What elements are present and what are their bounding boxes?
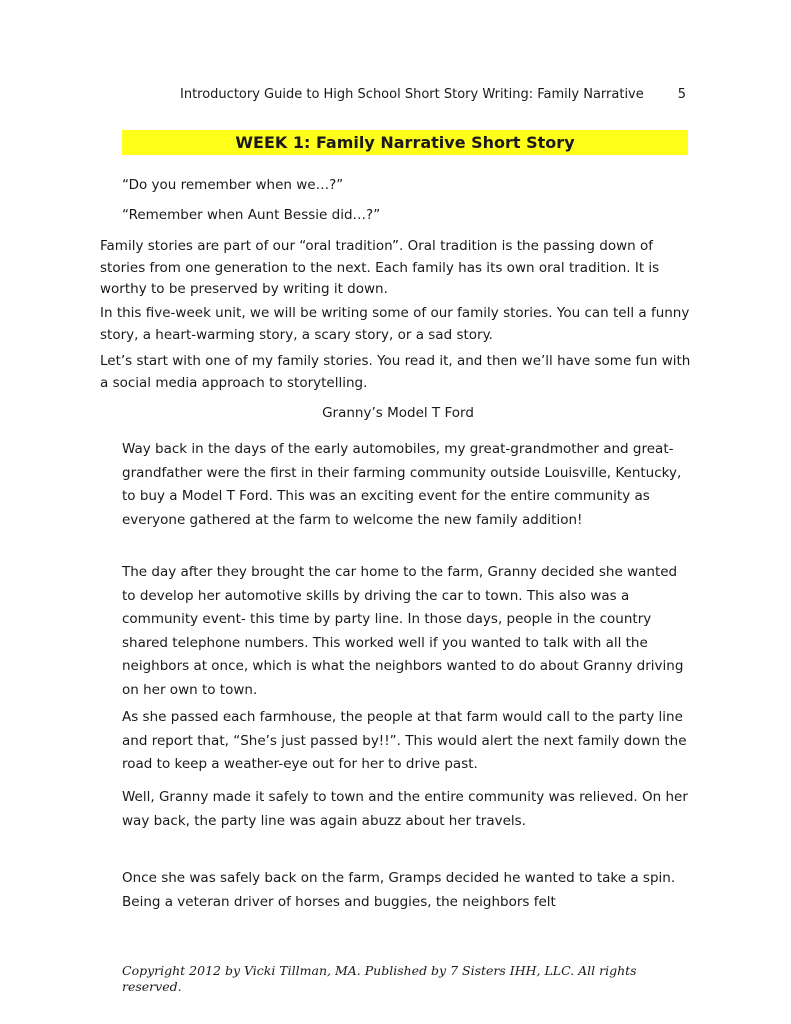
running-title: Introductory Guide to High School Short Story Writing: Family Narrative (180, 87, 644, 102)
copyright-footer: Copyright 2012 by Vicki Tillman, MA. Published by 7 Sisters IHH, LLC. All rights reserved. (122, 963, 637, 994)
intro-paragraph-3: Let’s start with one of my family stories. You read it, and then we’ll have some fun with a social media approach to storytelling. (100, 353, 691, 391)
quote-1: “Do you remember when we…?” (122, 177, 344, 193)
story-paragraph-2: The day after they brought the car home to the farm, Granny decided she wanted to develop her automotive skills by driving the car to town. This also was a community event- this time by party line. In those days, people in the country shared telephone numbers. This worked well if you wanted to talk with all the neighbors at once, which is what the neighbors wanted to do about Granny driving on her own to town. (122, 564, 684, 698)
story-title: Granny’s Model T Ford (322, 405, 474, 421)
story-paragraph-5: Once she was safely back on the farm, Gramps decided he wanted to take a spin. Being a veteran driver of horses and buggies, the neighbors felt (122, 870, 676, 910)
story-paragraph-1: Way back in the days of the early automobiles, my great-grandmother and great-grandfather were the first in their farming community outside Louisville, Kentucky, to buy a Model T Ford. This was an exciting event for the entire community as everyone gathered at the farm to welcome the new family addition! (122, 441, 682, 528)
page-title: WEEK 1: Family Narrative Short Story (122, 130, 688, 155)
intro-paragraph-2: In this five-week unit, we will be writing some of our family stories. You can tell a funny story, a heart-warming story, a scary story, or a sad story. (100, 305, 690, 343)
story-paragraph-4: Well, Granny made it safely to town and the entire community was relieved. On her way back, the party line was again abuzz about her travels. (122, 789, 688, 829)
story-paragraph-3: As she passed each farmhouse, the people at that farm would call to the party line and report that, “She’s just passed by!!”. This would alert the next family down the road to keep a weather-eye out for her to drive past. (122, 709, 687, 772)
quote-2: “Remember when Aunt Bessie did…?” (122, 207, 381, 223)
page-number: 5 (677, 87, 686, 102)
intro-paragraph-1: Family stories are part of our “oral tradition”. Oral tradition is the passing down of stories from one generation to the next. Each family has its own oral tradition. It is worthy to be preserved by writing it down. (100, 238, 660, 297)
running-header (180, 86, 686, 104)
